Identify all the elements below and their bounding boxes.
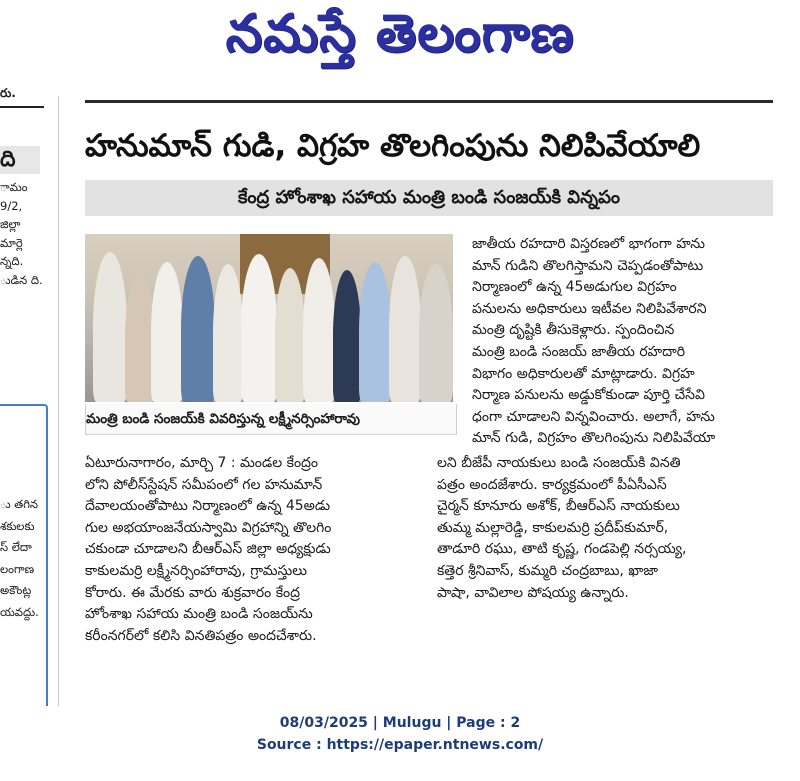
fragment-lines-bottom: [0, 494, 48, 623]
fragment-text-line: లంగాణ: [0, 561, 35, 576]
fragment-heading: ది: [0, 146, 40, 174]
fragment-text-line: ు తగిన: [0, 497, 39, 511]
photo-person: [275, 268, 305, 402]
article-text-line: మాన్ గుడిని తొలగిస్తామని చెప్పడంతోపాటు: [472, 257, 704, 274]
photo-person: [151, 262, 183, 402]
fragment-text-line: యవద్దు.: [0, 604, 39, 619]
photo-person: [181, 256, 215, 402]
article-text-line: కరీంనగర్‌లో కలిసి వినతిపత్రం అందచేశారు.: [85, 627, 317, 644]
article-text-line: చైర్మన్ కూనూరు అశోక్, బీఆర్‌ఎస్ నాయకులు: [437, 498, 680, 515]
article-text-line: ఏటూరునాగారం, మార్చి 7 : మండల కేంద్రం: [85, 455, 319, 471]
footer-date-line: 08/03/2025 | Mulugu | Page : 2: [279, 715, 521, 731]
photo-caption: మంత్రి బండి సంజయ్‌కి వివరిస్తున్న లక్ష్మీనర్సింహారావు: [85, 404, 457, 435]
article-text-line: చకుండా చూడాలని బీఆర్‌ఎస్ జిల్లా అధ్యక్షుడు: [85, 541, 331, 558]
article-text-line: కాకులమర్రి లక్ష్మీనర్సింహారావు, గ్రామస్తులు: [85, 562, 308, 579]
article-text-line: నిర్మాణంలో ఉన్న 45అడుగుల విగ్రహం: [472, 279, 677, 296]
photo-person: [359, 262, 391, 402]
article-text-line: హోంశాఖ సహాయ మంత్రి బండి సంజయ్‌ను: [85, 606, 313, 623]
article-text-line: విభాగం అధికారులతో మాట్లాడారు. విగ్రహ: [472, 365, 695, 382]
article-text-line: జాతీయ రహదారి విస్తరణలో భాగంగా హను: [472, 236, 705, 252]
article-text-line: లని బీజేపీ నాయకులు బండి సంజయ్‌కి వినతి: [437, 455, 681, 471]
fragment-text-line: అకౌంట్ల: [0, 583, 32, 597]
photo-person: [419, 264, 453, 402]
article-text-line: తాడూరి రఘు, తాటి కృష్ణ, గండపెల్లి నర్సయ్య,: [437, 541, 687, 558]
fragment-text-line: మార్లె: [0, 235, 23, 250]
footer-source-line: Source : https://epaper.ntnews.com/: [256, 737, 544, 753]
article-text-line: మంత్రి దృష్టికి తీసుకెళ్లారు. స్పందించిన: [472, 322, 675, 339]
fragment-text-line: శకులకు: [0, 518, 35, 533]
photo-person: [333, 270, 361, 402]
photo-person: [93, 252, 127, 402]
fragment-text-line: స్ లేదా: [0, 540, 32, 554]
article-text-line: తుమ్మ మల్లారెడ్డి, కాకులమర్రి ప్రదీప్‌కుమార్,: [437, 519, 669, 536]
photo-person: [303, 258, 335, 402]
article-text-line: లోని పోలీస్‌స్టేషన్ సమీపంలో గల హనుమాన్: [85, 476, 323, 493]
article-text-line: దేవాలయంతోపాటు నిర్మాణంలో ఉన్న 45అడు: [85, 498, 331, 515]
fragment-text-line: 9/2,: [0, 198, 23, 213]
article-column-right-top: [472, 234, 772, 450]
article-text-line: పాషా, వావిలాల పోషయ్య ఉన్నారు.: [437, 584, 629, 601]
article-headline: హనుమాన్ గుడి, విగ్రహ తొలగింపును నిలిపివేయాలి: [85, 128, 701, 164]
article-top-rule: [85, 100, 773, 103]
article-text-line: కత్తెర శ్రీనివాస్, కుమ్మరి చంద్రబాబు, ఖాజా: [437, 562, 659, 579]
photo-person: [213, 264, 243, 402]
fragment-text-line: జిల్లా: [0, 217, 21, 231]
article-text-line: ధంగా చూడాలని విన్నవించారు. అలాగే, హను: [472, 408, 715, 425]
fragment-rule: [0, 106, 44, 108]
article-text-line: గుల అభయాంజనేయస్వామి విగ్రహాన్ని తొలగిం: [85, 519, 332, 536]
column-divider: [58, 96, 59, 706]
masthead-title: నమస్తే తెలంగాణ: [225, 3, 575, 64]
article-text-line: మంత్రి బండి సంజయ్ జాతీయ రహదారి: [472, 343, 686, 360]
adjacent-article-fragment: [0, 86, 50, 706]
fragment-text-line: ుడిన ది.: [0, 272, 43, 287]
fragment-text-line: ామం: [0, 180, 28, 194]
fragment-top-text: రు.: [0, 86, 16, 100]
fragment-text-line: న్నది.: [0, 254, 24, 268]
page-footer: [0, 712, 800, 756]
article-subheadline: కేంద్ర హోంశాఖ సహాయ మంత్రి బండి సంజయ్‌కి విన్నపం: [85, 180, 773, 216]
photo-person: [241, 254, 277, 402]
article-text-line: మాన్ గుడి, విగ్రహం తొలగింపును నిలిపివేయా: [472, 430, 716, 447]
article-column-right-bottom: [437, 453, 773, 604]
photo-person: [389, 256, 421, 402]
article-column-left: [85, 453, 445, 647]
news-article: [85, 100, 773, 700]
article-text-line: పనులను అధికారులు ఇటీవల నిలిపివేశారని: [472, 300, 707, 317]
article-text-line: నిర్మాణ పనులను అడ్డుకోకుండా పూర్తి చేసేవి: [472, 387, 705, 404]
article-text-line: పత్రం అందజేశారు. కార్యక్రమంలో పీఏసీఎస్: [437, 476, 667, 493]
article-photo: [85, 234, 453, 402]
article-text-line: కోరారు. ఈ మేరకు వారు శుక్రవారం కేంద్ర: [85, 584, 300, 601]
fragment-lines-top: [0, 178, 48, 289]
